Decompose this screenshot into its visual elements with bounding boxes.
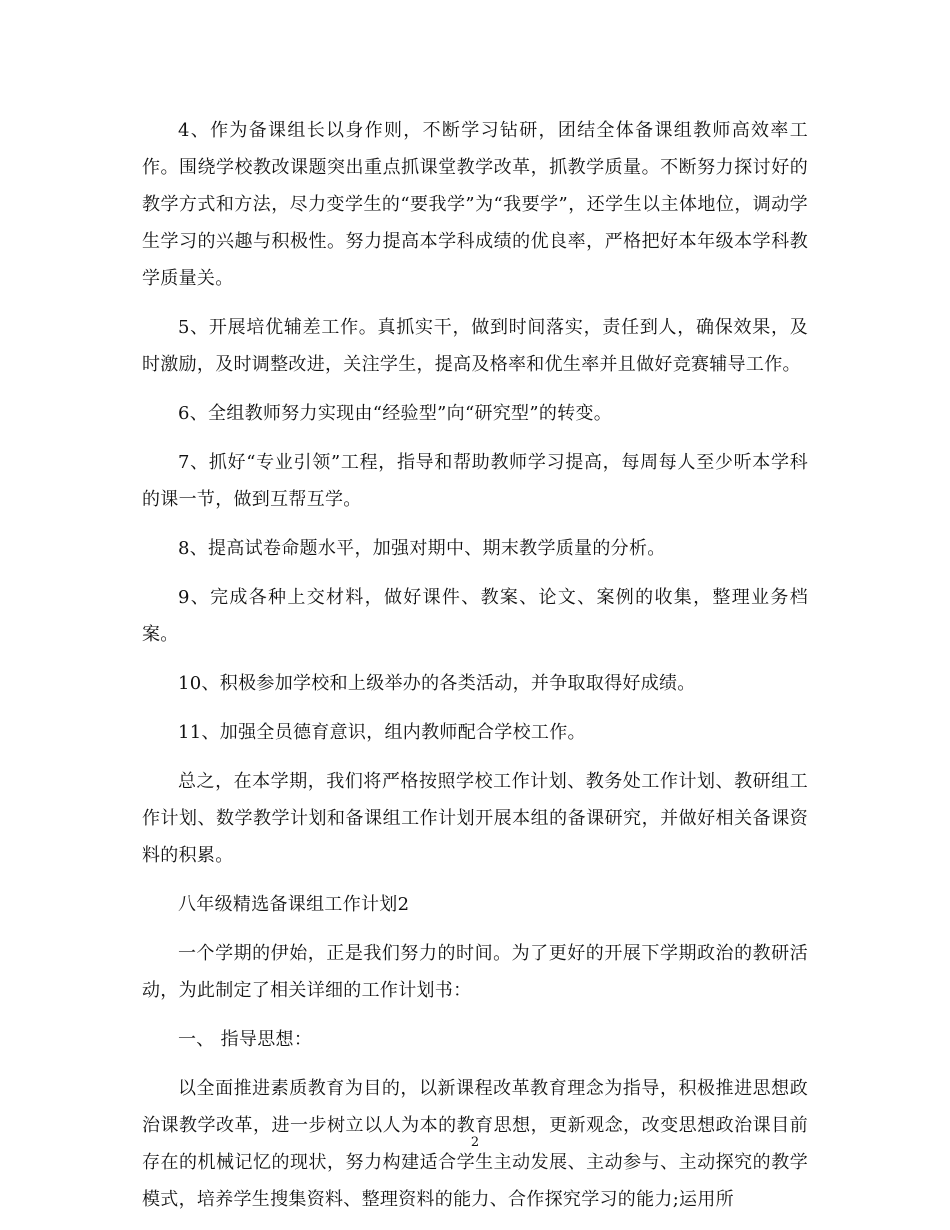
- paragraph-item-6: 6、全组教师努力实现由“经验型”向“研究型”的转变。: [178, 403, 613, 424]
- paragraph-item-4: 4、作为备课组长以身作则，不断学习钻研，团结全体备课组教师高效率工作。围绕学校教改课题突出重点抓课堂教学改革，抓教学质量。不断努力探讨好的教学方式和方法，尽力变学生的“要我学”为“我要学”，还学生以主体地位，调动学生学习的兴趣与积极性。努力提高本学科成绩的优良率，严格把好本年级本学科教学质量关。: [142, 120, 808, 289]
- page-number: 2: [470, 1135, 480, 1150]
- document-body: [142, 112, 808, 1230]
- intro-paragraph: 一个学期的伊始，正是我们努力的时间。为了更好的开展下学期政治的教研活动，为此制定了相关详细的工作计划书：: [142, 943, 808, 1001]
- paragraph-item-9: 9、完成各种上交材料，做好课件、教案、论文、案例的收集，整理业务档案。: [142, 587, 808, 645]
- paragraph-item-8: 8、提高试卷命题水平，加强对期中、期末教学质量的分析。: [178, 538, 666, 559]
- section-heading-guiding-thought: 一、 指导思想：: [178, 1029, 313, 1050]
- paragraph-item-10: 10、积极参加学校和上级举办的各类活动，并争取取得好成绩。: [178, 673, 696, 694]
- summary-paragraph: 总之，在本学期，我们将严格按照学校工作计划、教务处工作计划、教研组工作计划、数学教学计划和备课组工作计划开展本组的备课研究，并做好相关备课资料的积累。: [142, 771, 808, 866]
- paragraph-item-7: 7、抓好“专业引领”工程，指导和帮助教师学习提高，每周每人至少听本学科的课一节，做到互帮互学。: [142, 452, 808, 510]
- paragraph-item-11: 11、加强全员德育意识，组内教师配合学校工作。: [178, 722, 586, 743]
- guiding-thought-paragraph: 以全面推进素质教育为目的，以新课程改革教育理念为指导，积极推进思想政治课教学改革，进一步树立以人为本的教育思想，更新观念，改变思想政治课目前存在的机械记忆的现状，努力构建适合学生主动发展、主动参与、主动探究的教学模式，培养学生搜集资料、整理资料的能力、合作探究学习的能力;运用所: [142, 1078, 808, 1210]
- paragraph-item-5: 5、开展培优辅差工作。真抓实干，做到时间落实，责任到人，确保效果，及时激励，及时调整改进，关注学生，提高及格率和优生率并且做好竞赛辅导工作。: [142, 317, 808, 375]
- section-title: 八年级精选备课组工作计划2: [178, 894, 410, 915]
